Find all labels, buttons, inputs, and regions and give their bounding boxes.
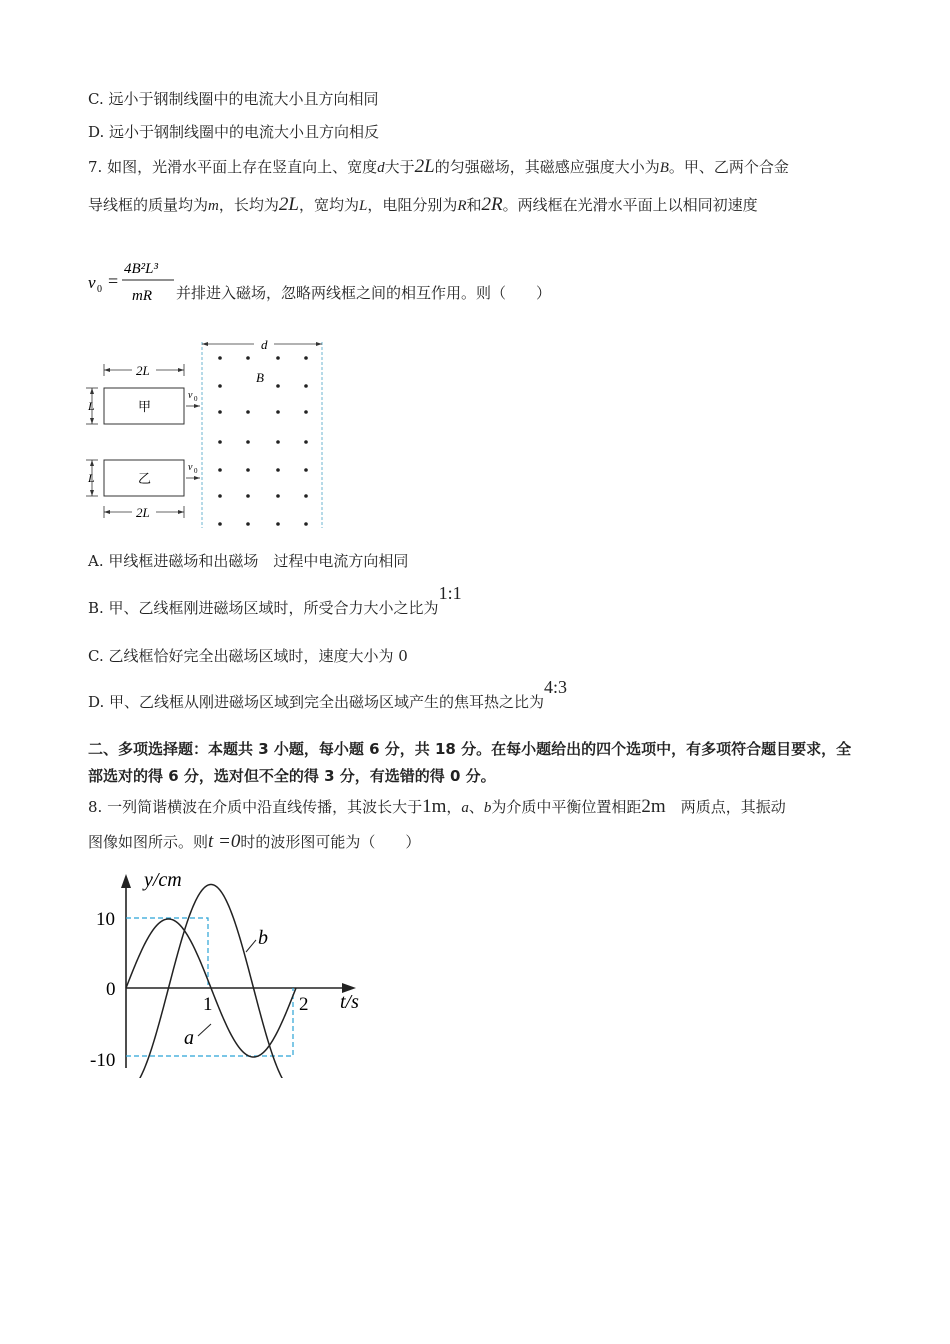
svg-text:0: 0 bbox=[97, 284, 102, 295]
field-dot bbox=[246, 468, 250, 472]
field-dot bbox=[276, 494, 280, 498]
q7-option-c: C. 乙线框恰好完全出磁场区域时，速度大小为 0 bbox=[88, 647, 408, 665]
field-dot bbox=[246, 440, 250, 444]
curve-a-label: a bbox=[184, 1027, 194, 1049]
x-tick-1: 1 bbox=[203, 994, 213, 1015]
field-dot bbox=[246, 522, 250, 526]
curve-b bbox=[126, 885, 296, 1079]
field-dot bbox=[246, 410, 250, 414]
field-dot bbox=[276, 468, 280, 472]
y-axis-label: y/cm bbox=[144, 869, 182, 891]
q7-stem-line3: 并排进入磁场，忽略两线框之间的相互作用。则（ ） bbox=[176, 284, 552, 302]
q7-option-a: A. 甲线框进磁场和出磁场 过程中电流方向相同 bbox=[88, 552, 409, 570]
q8-vibration-graph bbox=[86, 868, 376, 1078]
svg-text:2L: 2L bbox=[136, 363, 150, 378]
y-tick-neg10: -10 bbox=[90, 1050, 116, 1071]
q7-stem-line1: 7. 如图，光滑水平面上存在竖直向上、宽度d大于2L的匀强磁场，其磁感应强度大小为B。甲、乙两个合金 bbox=[88, 156, 789, 177]
svg-text:L: L bbox=[88, 471, 95, 485]
field-dot bbox=[276, 522, 280, 526]
svg-text:2L: 2L bbox=[136, 505, 150, 520]
field-dot bbox=[304, 384, 308, 388]
field-dot bbox=[304, 356, 308, 360]
q8-stem-line1: 8. 一列简谐横波在介质中沿直线传播，其波长大于1m，a、b为介质中平衡位置相距2m 两质点，其振动 bbox=[88, 796, 786, 817]
q7-option-b: B. 甲、乙线框刚进磁场区域时，所受合力大小之比为1:1 bbox=[88, 583, 462, 617]
field-dot bbox=[218, 468, 222, 472]
field-dot bbox=[218, 384, 222, 388]
q7-stem-line2: 导线框的质量均为m，长均为2L，宽均为L，电阻分别为R和2R。两线框在光滑水平面上以相同初速度 bbox=[88, 194, 758, 215]
svg-text:L: L bbox=[88, 399, 95, 413]
field-dot bbox=[246, 356, 250, 360]
field-dot bbox=[246, 494, 250, 498]
svg-text:0: 0 bbox=[194, 467, 198, 475]
field-dot bbox=[276, 410, 280, 414]
field-dot bbox=[304, 440, 308, 444]
svg-text:甲: 甲 bbox=[138, 399, 152, 414]
svg-text:=: = bbox=[108, 271, 119, 291]
section2-heading-line2: 部选对的得 6 分，选对但不全的得 3 分，有选错的得 0 分。 bbox=[88, 767, 496, 785]
field-dot bbox=[276, 440, 280, 444]
field-dot bbox=[304, 522, 308, 526]
q7-magnetic-field-figure bbox=[78, 336, 328, 532]
x-tick-2: 2 bbox=[299, 994, 309, 1015]
x-axis-label: t/s bbox=[340, 991, 359, 1013]
svg-text:v: v bbox=[88, 273, 96, 292]
q6-option-d: D. 远小于钢制线圈中的电流大小且方向相反 bbox=[88, 123, 380, 141]
q7-initial-velocity-formula bbox=[88, 256, 188, 304]
field-dot bbox=[218, 494, 222, 498]
svg-text:v: v bbox=[188, 390, 193, 401]
svg-text:B: B bbox=[256, 370, 264, 385]
q6-option-c: C. 远小于钢制线圈中的电流大小且方向相同 bbox=[88, 90, 379, 108]
svg-text:mR: mR bbox=[132, 288, 152, 304]
field-dot bbox=[218, 356, 222, 360]
svg-text:v: v bbox=[188, 462, 193, 473]
curve-b-label: b bbox=[258, 927, 268, 949]
q8-stem-line2: 图像如图所示。则t =0时的波形图可能为（ ） bbox=[88, 831, 421, 852]
field-dot bbox=[218, 440, 222, 444]
field-dot bbox=[218, 522, 222, 526]
y-tick-0: 0 bbox=[106, 979, 116, 1000]
q7-option-d: D. 甲、乙线框从刚进磁场区域到完全出磁场区域产生的焦耳热之比为4:3 bbox=[88, 677, 568, 711]
svg-text:d: d bbox=[261, 337, 268, 352]
field-dot bbox=[276, 384, 280, 388]
field-dot bbox=[276, 356, 280, 360]
svg-text:0: 0 bbox=[194, 395, 198, 403]
y-tick-10: 10 bbox=[96, 909, 115, 930]
svg-text:乙: 乙 bbox=[138, 471, 152, 486]
field-dot bbox=[304, 494, 308, 498]
field-dot bbox=[218, 410, 222, 414]
section2-heading-line1: 二、多项选择题：本题共 3 小题，每小题 6 分，共 18 分。在每小题给出的四个选项中，有多项符合题目要求，全 bbox=[88, 740, 852, 758]
field-dot bbox=[304, 410, 308, 414]
field-dot bbox=[304, 468, 308, 472]
svg-text:4B²L³: 4B²L³ bbox=[124, 261, 158, 277]
